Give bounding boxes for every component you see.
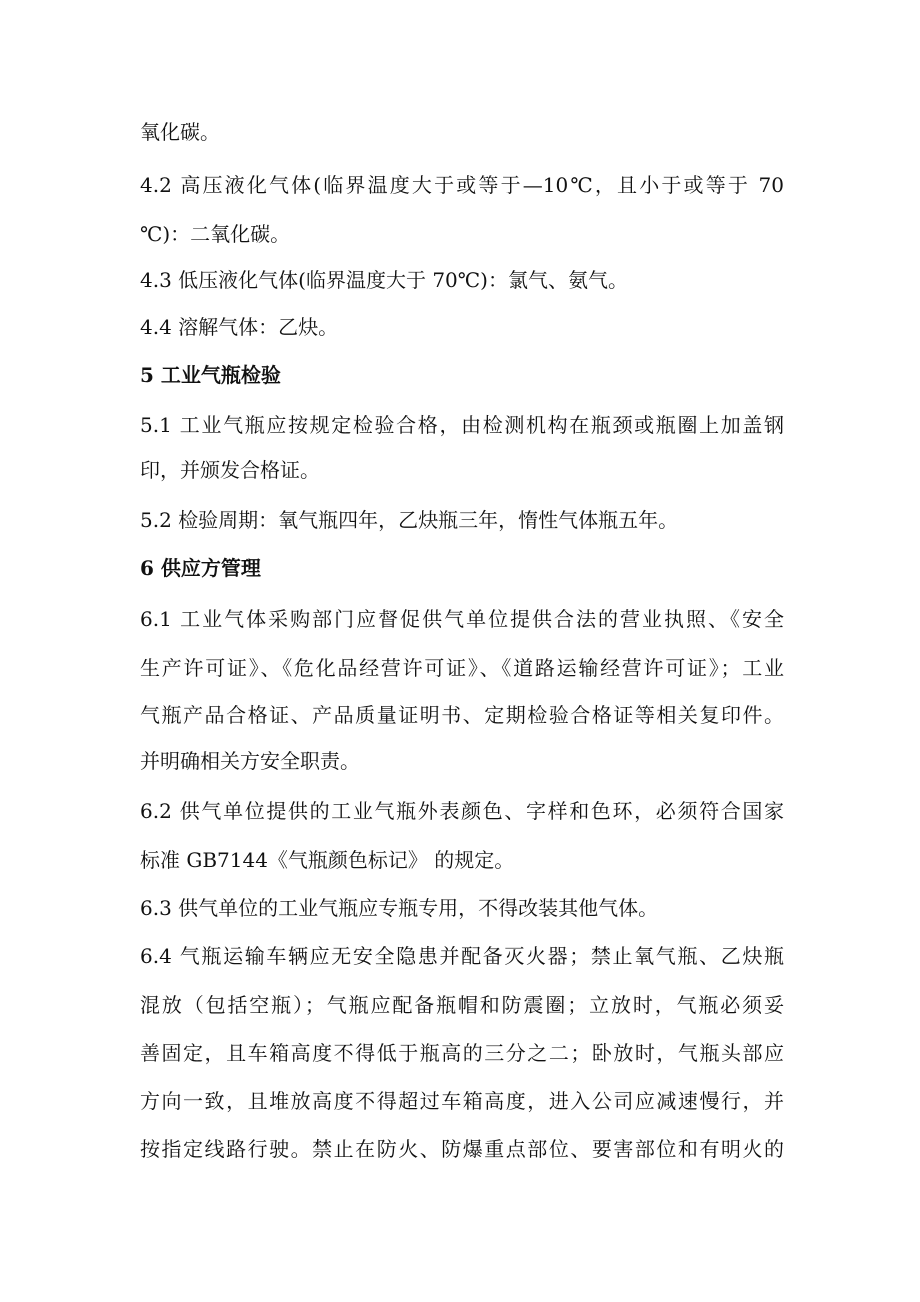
- section-heading-6: 6 供应方管理: [140, 556, 261, 580]
- text-line: 方向一致，且堆放高度不得超过车箱高度，进入公司应减速慢行，并: [140, 1089, 784, 1113]
- text-line: 混放（包括空瓶）；气瓶应配备瓶帽和防震圈；立放时，气瓶必须妥: [140, 993, 784, 1017]
- text-line: 氧化碳。: [140, 120, 220, 144]
- text-line: 4.4 溶解气体：乙炔。: [140, 315, 339, 339]
- text-line: 5.1 工业气瓶应按规定检验合格，由检测机构在瓶颈或瓶圈上加盖钢: [140, 413, 784, 437]
- text-line: 6.4 气瓶运输车辆应无安全隐患并配备灭火器；禁止氧气瓶、乙炔瓶: [140, 944, 784, 968]
- text-line: 5.2 检验周期：氧气瓶四年，乙炔瓶三年，惰性气体瓶五年。: [140, 508, 679, 532]
- text-line: 生产许可证》、《危化品经营许可证》、《道路运输经营许可证》；工业: [140, 656, 784, 680]
- text-line: 6.1 工业气体采购部门应督促供气单位提供合法的营业执照、《安全: [140, 607, 784, 631]
- text-line: 善固定，且车箱高度不得低于瓶高的三分之二；卧放时，气瓶头部应: [140, 1041, 784, 1065]
- text-line: 气瓶产品合格证、产品质量证明书、定期检验合格证等相关复印件。: [140, 703, 784, 727]
- text-line: 4.2 高压液化气体(临界温度大于或等于—10℃，且小于或等于 70: [140, 173, 784, 197]
- text-line: 4.3 低压液化气体(临界温度大于 70℃)：氯气、氨气。: [140, 268, 628, 292]
- text-line: 6.3 供气单位的工业气瓶应专瓶专用，不得改装其他气体。: [140, 896, 659, 920]
- text-line: ℃)：二氧化碳。: [140, 222, 291, 246]
- text-line: 印，并颁发合格证。: [140, 458, 320, 482]
- text-line: 标准 GB7144《气瓶颜色标记》 的规定。: [140, 848, 515, 872]
- text-line: 按指定线路行驶。禁止在防火、防爆重点部位、要害部位和有明火的: [140, 1137, 784, 1161]
- text-line: 并明确相关方安全职责。: [140, 749, 360, 773]
- section-heading-5: 5 工业气瓶检验: [140, 363, 281, 387]
- text-line: 6.2 供气单位提供的工业气瓶外表颜色、字样和色环，必须符合国家: [140, 799, 784, 823]
